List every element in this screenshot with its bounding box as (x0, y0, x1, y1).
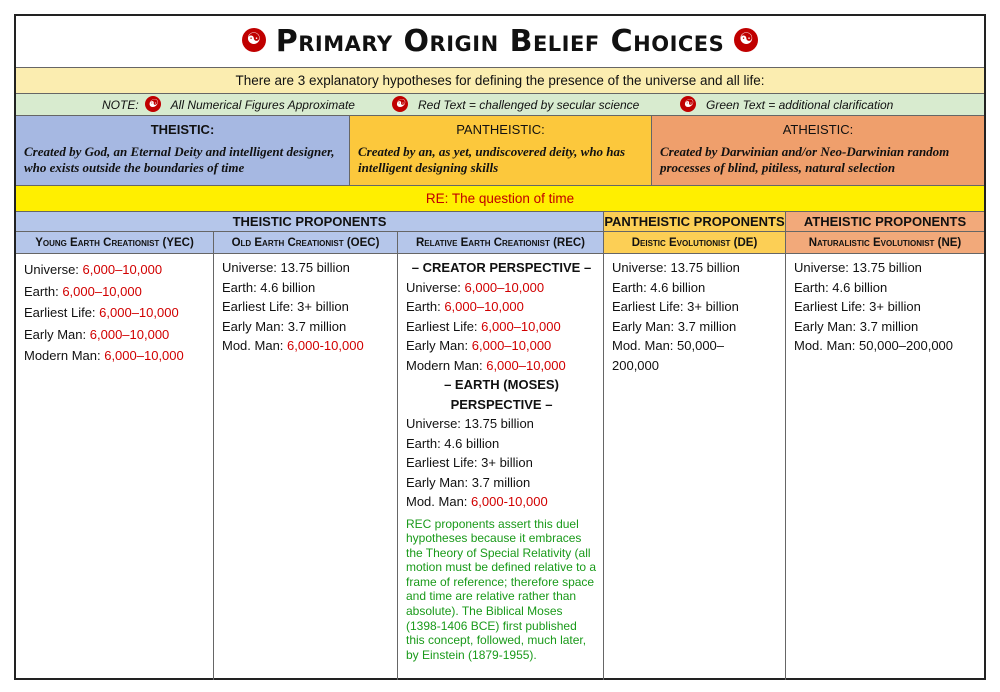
data-line: 200,000 (612, 357, 659, 373)
data-line: Early Man: 3.7 million (794, 318, 919, 334)
subheader-row (16, 232, 984, 254)
yin-yang-icon: ☯ (734, 28, 758, 52)
note-banner (16, 94, 984, 116)
data-line: Earth: 6,000–10,000 (406, 299, 524, 314)
note-red-text (390, 97, 639, 113)
data-row (16, 254, 984, 680)
belief-choices-sheet (14, 14, 986, 680)
data-line: Mod. Man: 6,000-10,000 (222, 338, 364, 353)
note-green-text (678, 97, 893, 113)
category-atheistic (652, 116, 984, 185)
subheader-de: Deistic Evolutionist (DE) (604, 232, 786, 253)
data-line: Universe: 6,000–10,000 (406, 279, 545, 295)
proponents-theistic: THEISTIC PROPONENTS (16, 212, 604, 231)
note-item-text: Green Text = additional clarification (706, 97, 894, 112)
proponents-row (16, 212, 984, 232)
data-line: Earliest Life: 6,000–10,000 (406, 318, 561, 334)
page-title: Primary Origin Belief Choices (275, 24, 725, 59)
data-line: Universe: 13.75 billion (794, 260, 922, 275)
data-line: Earth: 4.6 billion (612, 279, 706, 295)
proponents-atheistic: ATHEISTIC PROPONENTS (786, 212, 984, 231)
data-line: Universe: 13.75 billion (222, 260, 350, 275)
data-line: Early Man: 6,000–10,000 (406, 338, 552, 353)
data-line: Mod. Man: 50,000–200,000 (794, 338, 954, 353)
category-description: Created by God, an Eternal Deity and intelligent designer, who exists outside the boundaries of time (24, 144, 335, 175)
data-line: Earliest Life: 3+ billion (612, 299, 739, 314)
subheader-yec: Young Earth Creationist (YEC) (16, 232, 214, 253)
data-line: Earth: 4.6 billion (406, 435, 500, 451)
time-question-text: RE: The question of time (425, 191, 575, 206)
column-rec (398, 254, 604, 680)
data-line: Early Man: 3.7 million (406, 474, 531, 490)
note-item-text: All Numerical Figures Approximate (170, 97, 355, 112)
rec-clarification-note: REC proponents assert this duel hypotheses because it embraces the Theory of Special Relativity (all motion must be defined relative to a frame of reference; therefore space and time are relative rather than absolute). The Biblical Moses (1398-1406 BCE) first published this concept, followed, much later, by Einstein (1879-1955). (406, 516, 597, 662)
subheader-oec: Old Earth Creationist (OEC) (214, 232, 398, 253)
data-line: Earliest Life: 3+ billion (406, 455, 533, 470)
intro-banner (16, 68, 984, 94)
data-line: Earth: 4.6 billion (794, 279, 888, 295)
data-line: Universe: 13.75 billion (612, 260, 740, 275)
yin-yang-icon: ☯ (242, 28, 266, 52)
data-line: Earliest Life: 3+ billion (794, 299, 921, 314)
intro-text: There are 3 explanatory hypotheses for defining the presence of the universe and all life: (235, 73, 765, 88)
earth-perspective-heading: – EARTH (MOSES) (444, 377, 559, 392)
category-heading: THEISTIC: (150, 122, 215, 137)
note-item-text: Red Text = challenged by secular science (418, 97, 640, 112)
data-line: Earliest Life: 3+ billion (222, 299, 349, 314)
data-line: Universe: 6,000–10,000 (24, 262, 163, 277)
yin-yang-icon: ☯ (145, 96, 161, 112)
data-line: Earth: 4.6 billion (222, 279, 316, 295)
data-line: Earth: 6,000–10,000 (24, 283, 142, 299)
data-line: Mod. Man: 6,000-10,000 (406, 494, 548, 509)
time-question-banner (16, 186, 984, 212)
yin-yang-icon: ☯ (680, 96, 696, 112)
subheader-ne: Naturalistic Evolutionist (NE) (786, 232, 984, 253)
data-line: Early Man: 3.7 million (222, 318, 347, 334)
creator-perspective-heading: – CREATOR PERSPECTIVE – (411, 260, 592, 275)
category-row (16, 116, 984, 186)
yin-yang-icon: ☯ (392, 96, 408, 112)
column-de (604, 254, 786, 680)
data-line: Mod. Man: 50,000– (612, 338, 725, 353)
category-description: Created by an, as yet, undiscovered deity, who has intelligent designing skills (358, 144, 626, 175)
note-approximate (102, 97, 355, 113)
column-ne (786, 254, 984, 680)
category-heading: ATHEISTIC: (782, 122, 854, 137)
data-line: Modern Man: 6,000–10,000 (24, 348, 184, 363)
column-oec (214, 254, 398, 680)
data-line: Modern Man: 6,000–10,000 (406, 357, 566, 373)
subheader-rec: Relative Earth Creationist (REC) (398, 232, 604, 253)
column-yec (16, 254, 214, 680)
data-line: Early Man: 6,000–10,000 (24, 326, 170, 342)
data-line: Earliest Life: 6,000–10,000 (24, 305, 179, 320)
earth-perspective-heading: PERSPECTIVE – (450, 396, 553, 412)
category-heading: PANTHEISTIC: (456, 122, 545, 137)
category-theistic (16, 116, 350, 185)
title-row (16, 16, 984, 68)
category-pantheistic (350, 116, 652, 185)
note-prefix: NOTE: (102, 97, 139, 112)
data-line: Universe: 13.75 billion (406, 416, 534, 431)
proponents-pantheistic: PANTHEISTIC PROPONENTS (604, 214, 785, 229)
data-line: Early Man: 3.7 million (612, 318, 737, 334)
category-description: Created by Darwinian and/or Neo-Darwinian random processes of blind, pitiless, natural selection (660, 144, 950, 175)
